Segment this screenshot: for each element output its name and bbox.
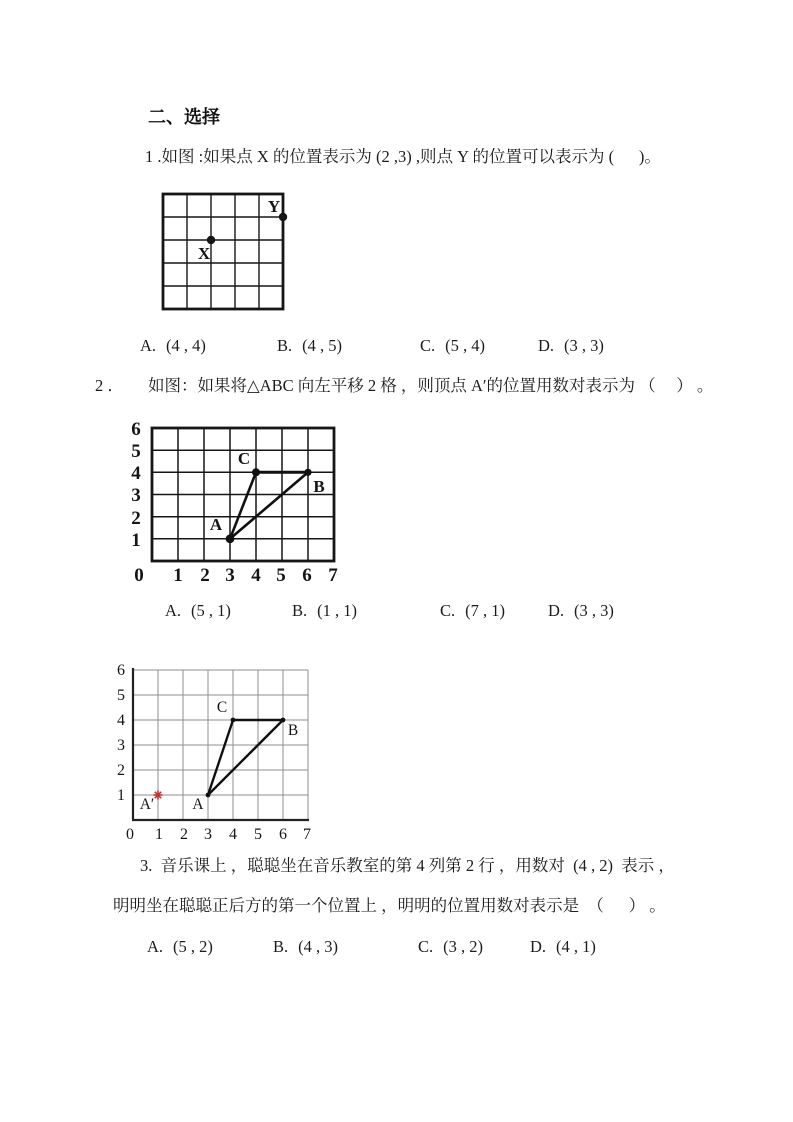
vertex-a-marker [226, 534, 235, 543]
xtick: 2 [200, 565, 210, 586]
figure-q1 [150, 186, 302, 320]
xtick: 3 [225, 565, 235, 586]
vertex-b-label: B [313, 477, 325, 496]
vertex-a-label: A [192, 796, 204, 813]
point-x-marker [207, 236, 215, 244]
xtick: 0 [126, 826, 134, 843]
a-prime-star-icon [154, 791, 163, 800]
ytick: 2 [117, 762, 125, 779]
y-axis-ticks [131, 419, 141, 551]
option-value: (5 , 4) [445, 336, 486, 355]
option-letter: B. [277, 336, 293, 355]
ytick: 6 [131, 419, 141, 440]
triangle-abc [230, 472, 308, 539]
question-2-text: 如图：如果将△ABC 向左平移 2 格 ，则顶点 A′的位置用数对表示为 （ ） 。 [148, 376, 714, 395]
q1-option-b [277, 336, 342, 356]
xtick: 5 [254, 826, 262, 843]
xtick: 4 [229, 826, 237, 843]
option-letter: D. [548, 601, 565, 620]
vertex-b-label: B [287, 722, 299, 739]
q1-option-d [538, 336, 604, 356]
option-letter: D. [530, 937, 547, 956]
option-value: (5 , 1) [191, 601, 231, 620]
xtick: 1 [155, 826, 163, 843]
x-axis-ticks [126, 826, 311, 843]
q3-option-a [147, 937, 213, 957]
q3-option-b [273, 937, 338, 957]
q2-answer-grid-svg [108, 648, 332, 848]
vertex-c-label: C [216, 699, 228, 716]
option-value: (4 , 3) [298, 937, 339, 956]
vertex-b-marker [281, 718, 286, 723]
xtick: 4 [251, 565, 261, 586]
option-letter: C. [418, 937, 434, 956]
option-value: (1 , 1) [317, 601, 358, 620]
xtick: 1 [173, 565, 183, 586]
vertex-a-label: A [209, 515, 223, 534]
question-2-number: 2 ． [95, 376, 124, 395]
q1-grid-svg [150, 186, 302, 320]
ytick: 2 [131, 508, 141, 529]
vertex-c-marker [252, 468, 260, 476]
option-value: (3 , 2) [443, 937, 484, 956]
xtick: 6 [302, 565, 312, 586]
ytick: 4 [117, 712, 125, 729]
option-letter: B. [292, 601, 308, 620]
option-letter: B. [273, 937, 289, 956]
q2-option-c [440, 601, 505, 621]
option-value: (4 , 1) [556, 937, 596, 956]
vertex-b-marker [304, 469, 311, 476]
grid-lines [163, 194, 283, 309]
xtick: 3 [204, 826, 212, 843]
figure-q2-top [118, 414, 350, 588]
ytick: 3 [131, 485, 141, 506]
grid-border [163, 194, 283, 309]
point-y-label: Y [267, 197, 281, 216]
xtick: 5 [276, 565, 286, 586]
ytick: 1 [117, 787, 125, 804]
q1-option-c [420, 336, 485, 356]
xtick: 7 [328, 565, 338, 586]
xtick: 0 [134, 565, 144, 586]
vertex-a-marker [206, 793, 211, 798]
q3-option-c [418, 937, 483, 957]
option-letter: D. [538, 336, 555, 355]
question-3-text-line2: 明明坐在聪聪正后方的第一个位置上 ，明明的位置用数对表示是 （ ） 。 [113, 896, 666, 915]
option-letter: A. [147, 937, 164, 956]
option-letter: A. [140, 336, 157, 355]
grid-lines [133, 670, 308, 820]
y-axis-ticks [117, 662, 125, 804]
ytick: 6 [117, 662, 125, 679]
q2-option-a [165, 601, 231, 621]
option-value: (7 , 1) [465, 601, 506, 620]
figure-q2-bottom [108, 648, 332, 848]
q2-option-d [548, 601, 614, 621]
question-3-text-line1: 3. 音乐课上 ，聪聪坐在音乐教室的第 4 列第 2 行 ，用数对 (4 , 2) 表示 ， [140, 856, 675, 875]
ytick: 4 [131, 463, 141, 484]
question-1-text: 1 .如图 :如果点 X 的位置表示为 (2 ,3) ,则点 Y 的位置可以表示为 ( )。 [145, 147, 661, 166]
ytick: 5 [131, 441, 141, 462]
option-value: (5 , 2) [173, 937, 213, 956]
option-value: (3 , 3) [574, 601, 614, 620]
grid-lines [152, 428, 334, 561]
ytick: 1 [131, 530, 141, 551]
xtick: 7 [303, 826, 311, 843]
q1-option-a [140, 336, 206, 356]
option-value: (4 , 4) [166, 336, 206, 355]
triangle-abc [208, 720, 283, 795]
xtick: 2 [180, 826, 188, 843]
option-letter: A. [165, 601, 182, 620]
q3-option-d [530, 937, 596, 957]
vertex-c-label: C [237, 449, 251, 468]
option-letter: C. [420, 336, 436, 355]
option-value: (3 , 3) [564, 336, 604, 355]
point-x-label: X [197, 244, 211, 263]
option-value: (4 , 5) [302, 336, 343, 355]
section-heading: 二、选择 [148, 107, 220, 127]
q2-option-b [292, 601, 357, 621]
vertex-c-marker [231, 718, 236, 723]
ytick: 3 [117, 737, 125, 754]
q2-grid-svg [118, 414, 350, 588]
x-axis-ticks [134, 565, 338, 586]
a-prime-label: A′ [139, 796, 155, 813]
xtick: 6 [279, 826, 287, 843]
option-letter: C. [440, 601, 456, 620]
ytick: 5 [117, 687, 125, 704]
